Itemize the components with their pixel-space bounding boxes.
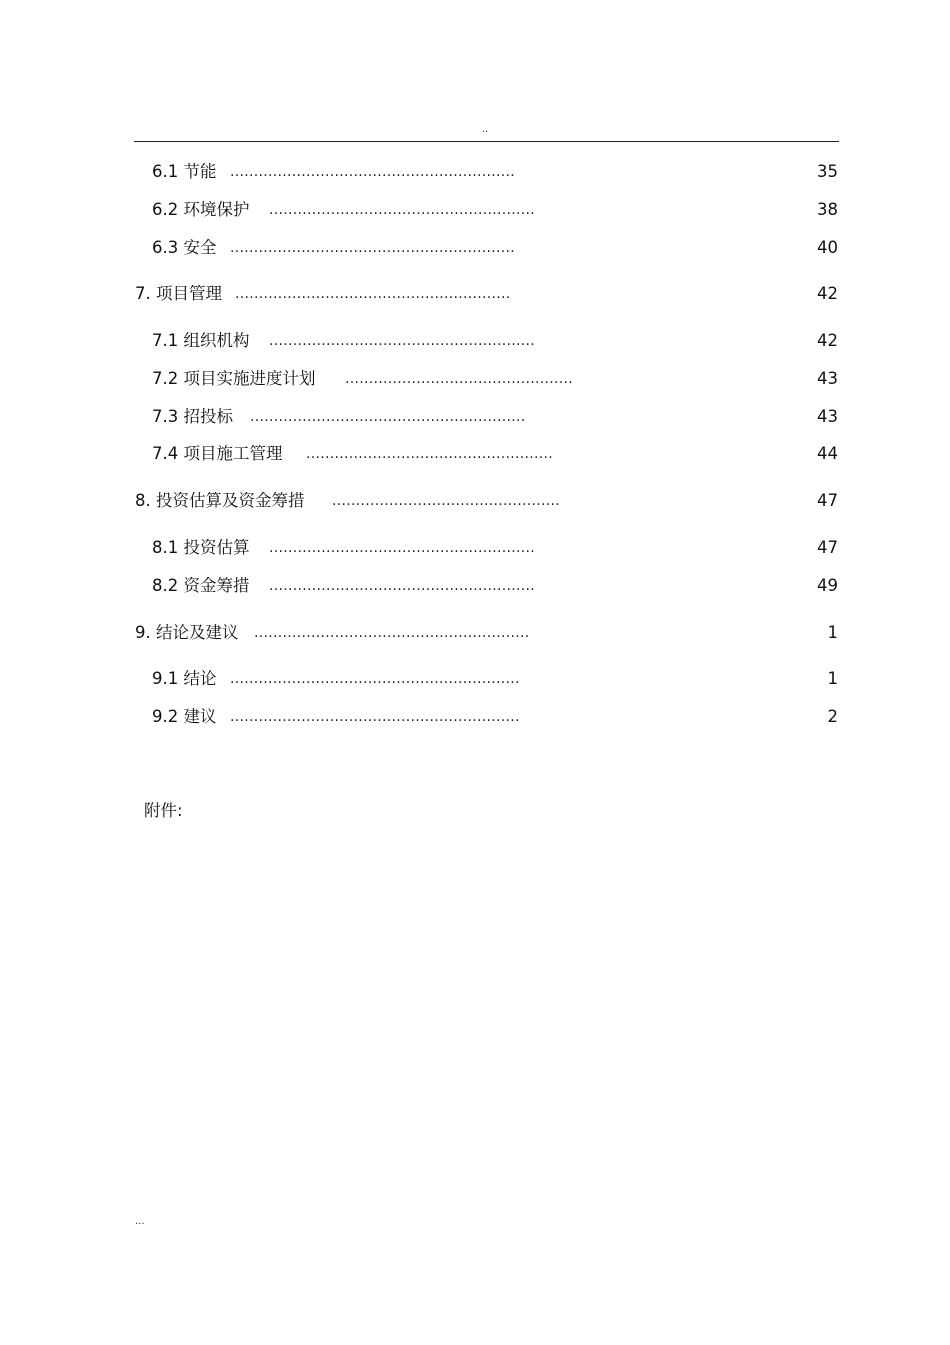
toc-leader-dots: .......................................................... [235,286,511,302]
toc-entry-6-1[interactable] [152,160,838,184]
toc-page-number: 47 [817,538,838,557]
toc-entry-label: 9.2 建议 [152,707,217,726]
footer-mark: ... [135,1216,145,1227]
toc-page-number: 38 [817,200,838,219]
toc-leader-dots: ........................................................ [269,540,536,556]
toc-leader-dots: ................................................ [332,493,561,509]
toc-entry-label: 8.2 资金筹措 [152,576,250,595]
toc-entry-8[interactable] [135,489,838,513]
toc-entry-label: 7.1 组织机构 [152,331,250,350]
toc-page-number: 47 [817,491,838,510]
toc-page-number: 49 [817,576,838,595]
toc-entry-label: 7. 项目管理 [135,284,222,303]
toc-entry-label: 8.1 投资估算 [152,538,250,557]
toc-entry-label: 8. 投资估算及资金筹措 [135,491,305,510]
toc-page-number: 42 [817,331,838,350]
toc-entry-8-2[interactable] [152,574,838,598]
toc-leader-dots: ........................................................ [269,202,536,218]
toc-page-number: 44 [817,444,838,463]
toc-entry-9-2[interactable] [152,705,838,729]
header-mark: .. [481,124,489,135]
toc-entry-label: 7.3 招投标 [152,407,233,426]
toc-entry-label: 7.2 项目实施进度计划 [152,369,316,388]
toc-entry-7-1[interactable] [152,329,838,353]
toc-entry-label: 6.1 节能 [152,162,217,181]
toc-entry-7[interactable] [135,282,838,306]
toc-page-number: 1 [827,669,838,688]
toc-leader-dots: ............................................................. [230,709,520,725]
toc-leader-dots: ........................................................ [269,333,536,349]
toc-leader-dots: ........................................................ [269,578,536,594]
toc-leader-dots: ............................................................ [230,240,516,256]
toc-leader-dots: ............................................................ [230,164,516,180]
toc-page-number: 1 [827,623,838,642]
toc-entry-6-3[interactable] [152,236,838,260]
toc-entry-9[interactable] [135,621,838,645]
toc-leader-dots: .......................................................... [254,625,530,641]
toc-entry-label: 9.1 结论 [152,669,217,688]
toc-entry-7-2[interactable] [152,367,838,391]
toc-page-number: 42 [817,284,838,303]
toc-entry-8-1[interactable] [152,536,838,560]
toc-entry-label: 7.4 项目施工管理 [152,444,283,463]
toc-page-number: 35 [817,162,838,181]
toc-page-number: 40 [817,238,838,257]
toc-leader-dots: ................................................ [345,371,574,387]
toc-leader-dots: ............................................................. [230,671,520,687]
toc-page-number: 2 [827,707,838,726]
toc-entry-label: 6.2 环境保护 [152,200,250,219]
toc-entry-7-4[interactable] [152,442,838,466]
toc-entry-6-2[interactable] [152,198,838,222]
toc-page-number: 43 [817,407,838,426]
toc-entry-7-3[interactable] [152,405,838,429]
toc-entry-label: 6.3 安全 [152,238,217,257]
appendix-label: 附件: [144,801,183,820]
toc-leader-dots: .......................................................... [250,409,526,425]
toc-page-number: 43 [817,369,838,388]
toc-entry-9-1[interactable] [152,667,838,691]
toc-leader-dots: .................................................... [306,446,554,462]
toc-entry-label: 9. 结论及建议 [135,623,239,642]
